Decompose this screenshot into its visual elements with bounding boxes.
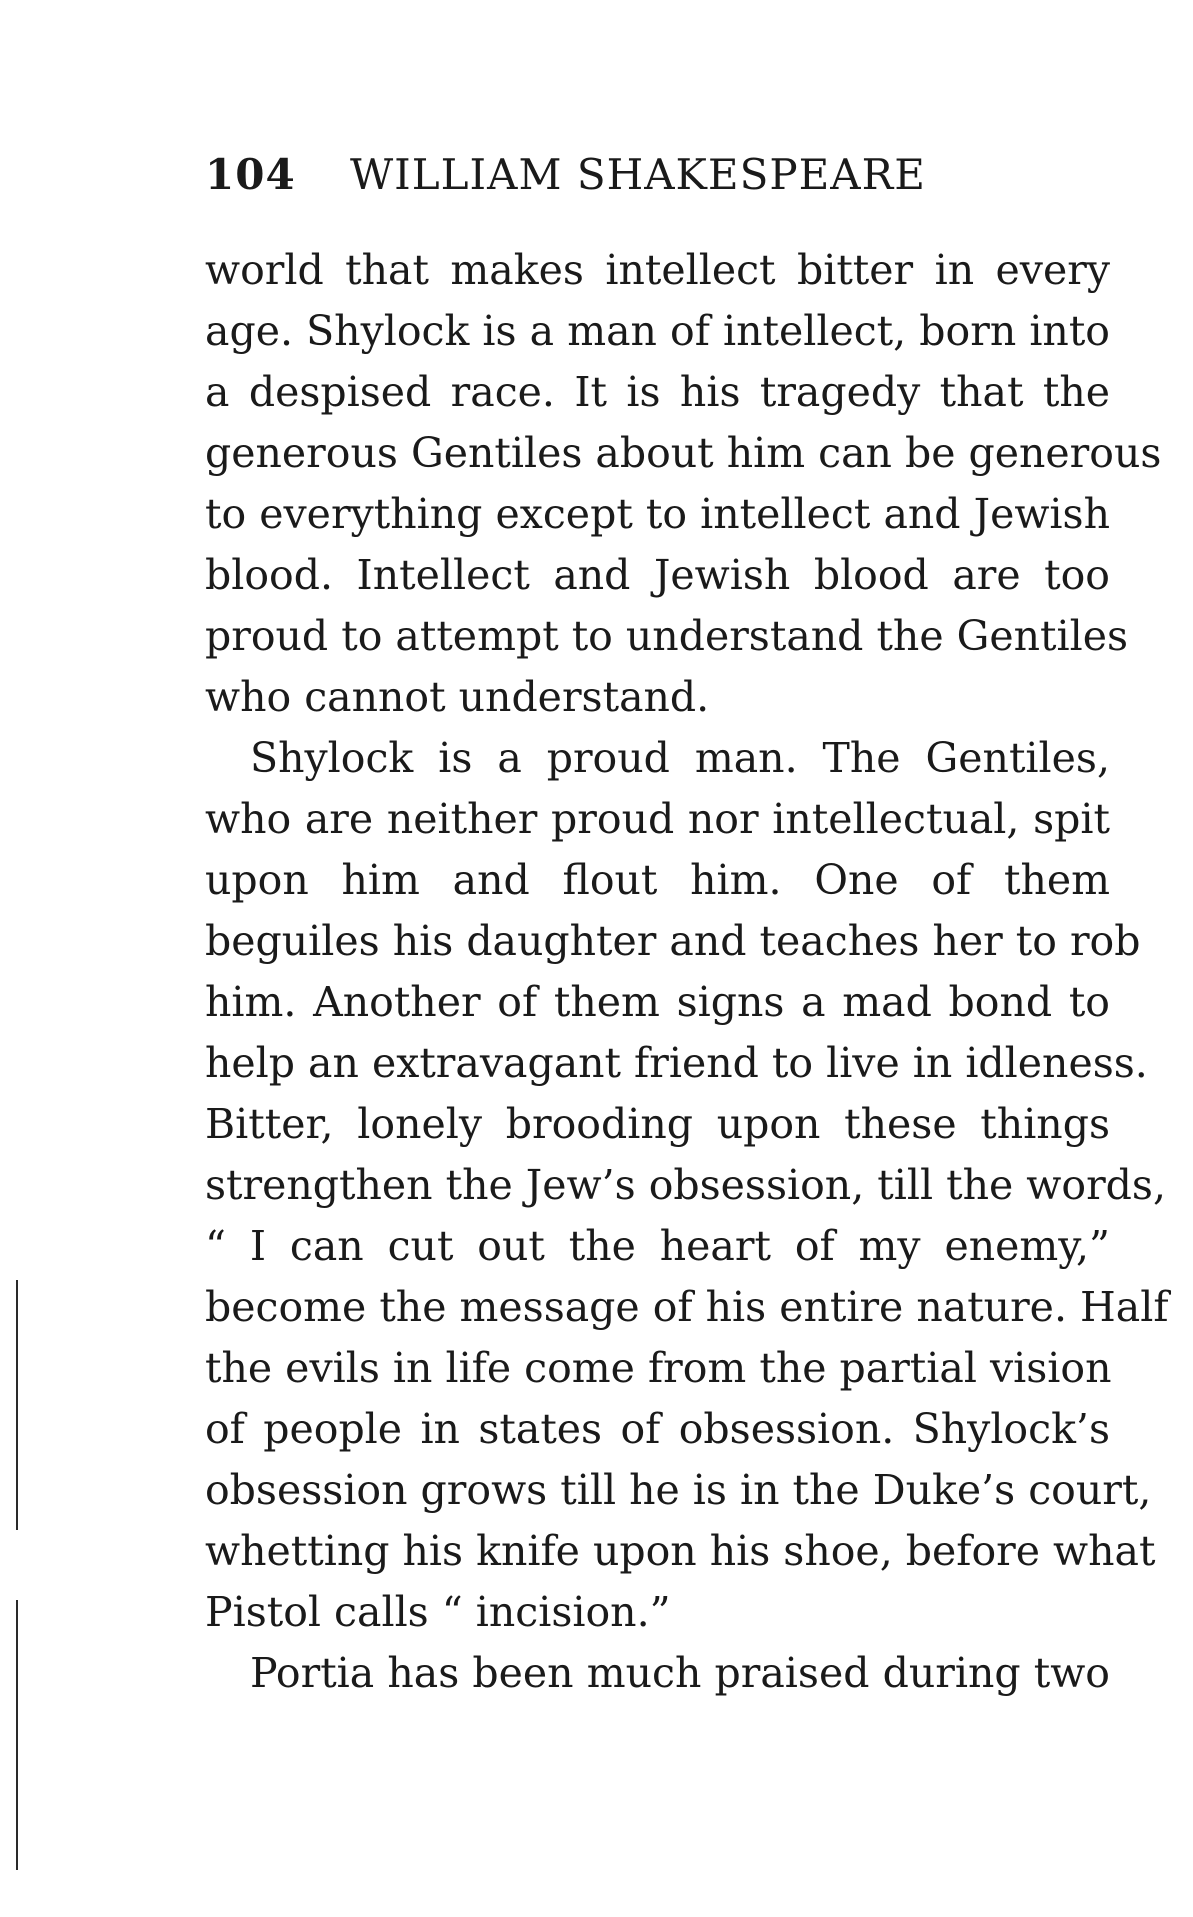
text-line: Bitter, lonely brooding upon these things	[205, 1100, 1110, 1148]
page-header	[205, 150, 1105, 210]
text-line: world that makes intellect bitter in every	[205, 246, 1110, 294]
paragraph-first-line: Portia has been much praised during two	[250, 1649, 1110, 1697]
text-line: of people in states of obsession. Shylock’s	[205, 1405, 1110, 1453]
text-line: strengthen the Jew’s obsession, till the words,	[205, 1161, 1166, 1209]
page-edge-shadow	[16, 1600, 18, 1870]
text-line: become the message of his entire nature. Half	[205, 1283, 1169, 1331]
text-body	[205, 240, 1169, 1704]
text-line: “ I can cut out the heart of my enemy,”	[205, 1222, 1110, 1270]
text-line: generous Gentiles about him can be generous	[205, 429, 1162, 477]
text-line: to everything except to intellect and Jewish	[205, 490, 1110, 538]
text-line: upon him and flout him. One of them	[205, 856, 1110, 904]
text-line: proud to attempt to understand the Gentiles	[205, 612, 1129, 660]
text-line: obsession grows till he is in the Duke’s court,	[205, 1466, 1152, 1514]
text-line: age. Shylock is a man of intellect, born into	[205, 307, 1110, 355]
text-line: blood. Intellect and Jewish blood are too	[205, 551, 1110, 599]
text-line: a despised race. It is his tragedy that the	[205, 368, 1110, 416]
text-line: whetting his knife upon his shoe, before what	[205, 1527, 1156, 1575]
paragraph-first-line: Shylock is a proud man. The Gentiles,	[250, 734, 1110, 782]
text-line: Pistol calls “ incision.”	[205, 1588, 671, 1636]
text-line: who cannot understand.	[205, 673, 710, 721]
text-line: beguiles his daughter and teaches her to rob	[205, 917, 1141, 965]
page-number: 104	[205, 150, 296, 199]
text-line: him. Another of them signs a mad bond to	[205, 978, 1110, 1026]
page-edge-shadow	[16, 1280, 18, 1530]
text-line: help an extravagant friend to live in idleness.	[205, 1039, 1148, 1087]
text-line: the evils in life come from the partial vision	[205, 1344, 1112, 1392]
running-title: WILLIAM SHAKESPEARE	[350, 150, 926, 199]
text-line: who are neither proud nor intellectual, spit	[205, 795, 1110, 843]
